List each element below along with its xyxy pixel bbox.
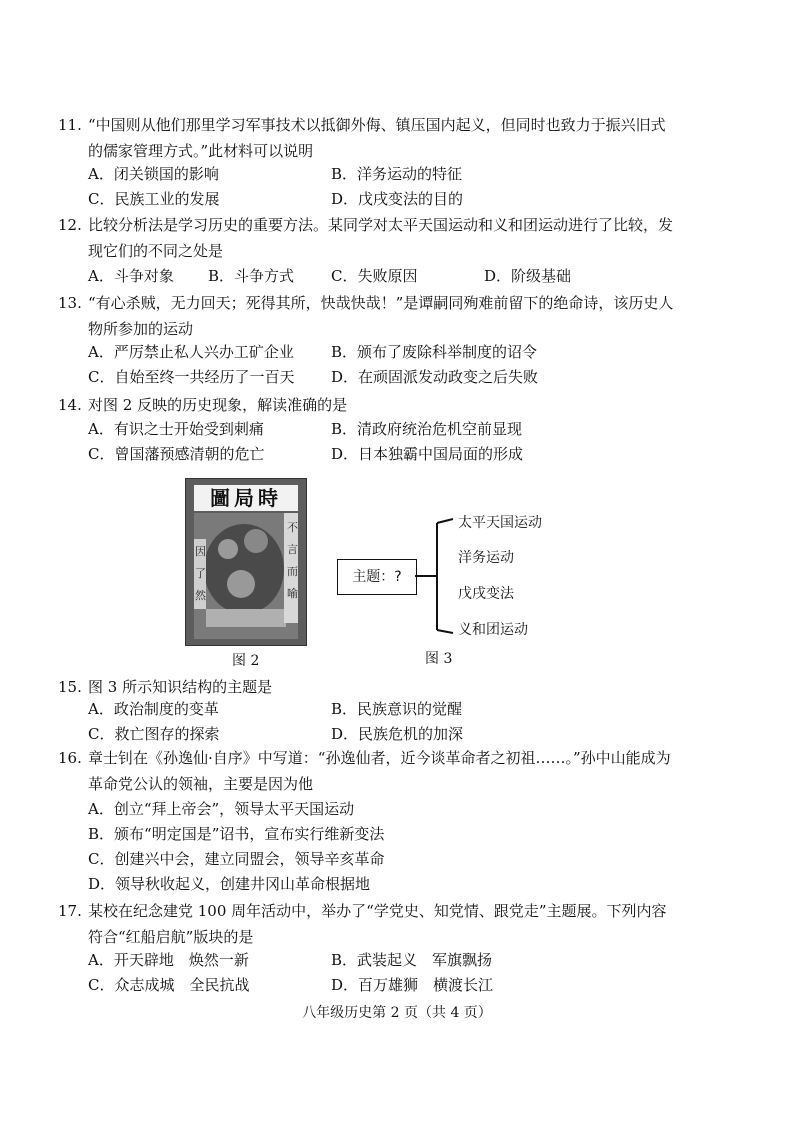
figure-3-item: 义和团运动 bbox=[458, 622, 528, 638]
option-d[interactable]: D．阶级基础 bbox=[484, 267, 572, 285]
option-b[interactable]: B．武装起义 军旗飘扬 bbox=[331, 951, 493, 969]
option-b[interactable]: B．颁布“明定国是”诏书，宣布实行维新变法 bbox=[88, 825, 385, 843]
question-13 bbox=[58, 290, 678, 342]
question-11 bbox=[58, 112, 678, 164]
figure-3-item: 戊戌变法 bbox=[458, 586, 514, 602]
option-c[interactable]: C．自始至终一共经历了一百天 bbox=[88, 368, 295, 386]
option-b[interactable]: B．民族意识的觉醒 bbox=[331, 700, 463, 718]
figure-3-caption: 图 3 bbox=[425, 651, 453, 667]
option-d[interactable]: D．日本独霸中国局面的形成 bbox=[331, 445, 524, 463]
question-number: 11. bbox=[58, 116, 82, 134]
option-b[interactable]: B．清政府统治危机空前显现 bbox=[331, 420, 523, 438]
option-d[interactable]: D．百万雄狮 横渡长江 bbox=[331, 976, 494, 994]
question-16 bbox=[58, 745, 678, 797]
question-text: 章士钊在《孙逸仙·自序》中写道：“孙逸仙者，近今谈革命者之初祖……。”孙中山能成为革命党公认的领袖，主要是因为他 bbox=[88, 749, 671, 793]
option-c[interactable]: C．曾国藩预感清朝的危亡 bbox=[88, 445, 265, 463]
question-text: 图 3 所示知识结构的主题是 bbox=[88, 678, 273, 696]
option-a[interactable]: A．闭关锁国的影响 bbox=[88, 165, 219, 183]
option-a[interactable]: A．有识之士开始受到刺痛 bbox=[88, 420, 264, 438]
question-text: “有心杀贼，无力回天；死得其所，快哉快哉！”是谭嗣同殉难前留下的绝命诗，该历史人物所参加的运动 bbox=[88, 294, 674, 338]
option-c[interactable]: C．创建兴中会，建立同盟会，领导辛亥革命 bbox=[88, 850, 385, 868]
option-d[interactable]: D．戊戌变法的目的 bbox=[331, 190, 464, 208]
question-text: 对图 2 反映的历史现象，解读准确的是 bbox=[88, 396, 348, 414]
option-d[interactable]: D．在顽固派发动政变之后失败 bbox=[331, 368, 539, 386]
figure-3-item: 太平天国运动 bbox=[458, 515, 542, 531]
question-number: 12. bbox=[58, 216, 82, 234]
figure-2-image bbox=[185, 478, 307, 646]
figure-2-side-text-left: 因了然 bbox=[195, 545, 206, 602]
question-number: 17. bbox=[58, 902, 82, 920]
figure-3-bracket bbox=[415, 515, 455, 640]
question-number: 15. bbox=[58, 678, 82, 696]
question-number: 16. bbox=[58, 749, 82, 767]
figure-3-theme-box: 主题：? bbox=[337, 559, 417, 595]
option-a[interactable]: A．斗争对象 bbox=[88, 267, 174, 285]
option-c[interactable]: C．救亡图存的探索 bbox=[88, 725, 220, 743]
figure-2-title: 圖局時 bbox=[194, 485, 298, 511]
option-d[interactable]: D．民族危机的加深 bbox=[331, 725, 464, 743]
option-d[interactable]: D．领导秋收起义，创建井冈山革命根据地 bbox=[88, 875, 371, 893]
option-a[interactable]: A．开天辟地 焕然一新 bbox=[88, 951, 249, 969]
question-12 bbox=[58, 212, 678, 264]
figure-2-side-text-right: 不言而喻 bbox=[287, 521, 298, 600]
option-c[interactable]: C．众志成城 全民抗战 bbox=[88, 976, 250, 994]
option-a[interactable]: A．政治制度的变革 bbox=[88, 700, 219, 718]
option-b[interactable]: B．洋务运动的特征 bbox=[331, 165, 463, 183]
question-text: 某校在纪念建党 100 周年活动中，举办了“学党史、知党情、跟党走”主题展。下列内容符合“红船启航”版块的是 bbox=[88, 902, 667, 946]
question-text: “中国则从他们那里学习军事技术以抵御外侮、镇压国内起义，但同时也致力于振兴旧式的儒家管理方式。”此材料可以说明 bbox=[88, 116, 666, 160]
figure-2-caption: 图 2 bbox=[232, 653, 260, 669]
option-c[interactable]: C．民族工业的发展 bbox=[88, 190, 220, 208]
question-number: 13. bbox=[58, 294, 82, 312]
question-text: 比较分析法是学习历史的重要方法。某同学对太平天国运动和义和团运动进行了比较，发现它们的不同之处是 bbox=[88, 216, 674, 260]
option-a[interactable]: A．严厉禁止私人兴办工矿企业 bbox=[88, 343, 294, 361]
question-17 bbox=[58, 898, 678, 950]
page-footer: 八年级历史第 2 页（共 4 页） bbox=[302, 1005, 492, 1021]
option-b[interactable]: B．颁布了废除科举制度的诏令 bbox=[331, 343, 538, 361]
option-a[interactable]: A．创立“拜上帝会”，领导太平天国运动 bbox=[88, 800, 355, 818]
question-14 bbox=[58, 392, 678, 418]
option-b[interactable]: B．斗争方式 bbox=[208, 267, 295, 285]
question-number: 14. bbox=[58, 396, 82, 414]
option-c[interactable]: C．失败原因 bbox=[331, 267, 418, 285]
figure-3-item: 洋务运动 bbox=[458, 550, 514, 566]
